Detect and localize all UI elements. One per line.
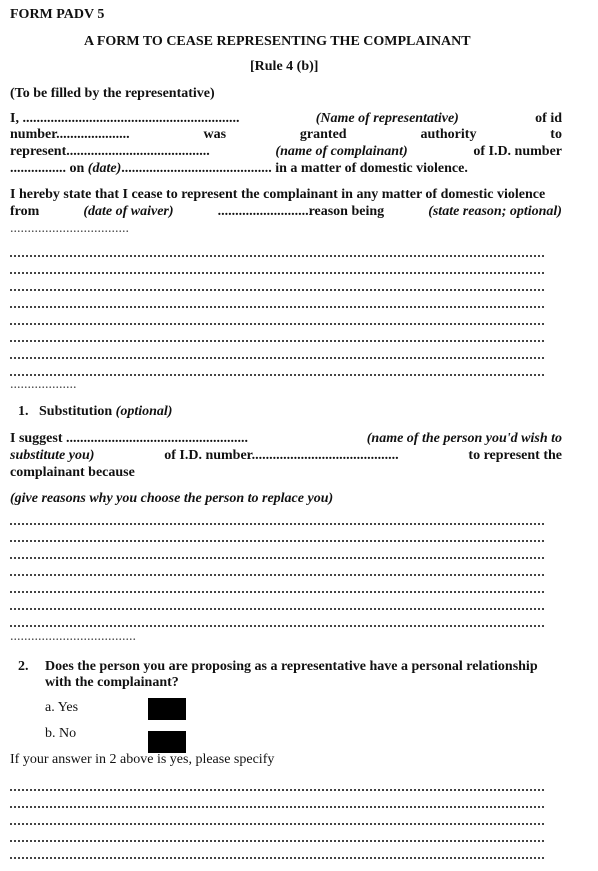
substitution-line-tail: .................................... bbox=[10, 629, 136, 644]
section2-number: 2. bbox=[18, 659, 29, 674]
reason-line-4[interactable] bbox=[10, 304, 544, 308]
para1-l4-italic: (date) bbox=[87, 161, 122, 176]
substitution-line-3[interactable] bbox=[10, 555, 544, 559]
para1-line3 bbox=[10, 144, 562, 160]
option-no-label: b. No bbox=[45, 726, 77, 741]
section1-label-optional: (optional) bbox=[115, 404, 173, 419]
section1-line1 bbox=[10, 431, 562, 447]
substitution-line-2[interactable] bbox=[10, 538, 544, 542]
reason-line-3[interactable] bbox=[10, 287, 544, 291]
specify-line-1[interactable] bbox=[10, 787, 544, 791]
section1-l2-italic: substitute you) bbox=[10, 448, 95, 463]
para1-l1-italic: (Name of representative) bbox=[315, 111, 459, 126]
para1-l3-italic: (name of complainant) bbox=[275, 144, 408, 159]
option-no-checkbox[interactable] bbox=[148, 731, 186, 753]
para2-l2-date-italic: (date of waiver) bbox=[83, 204, 174, 219]
para2-line1: I hereby state that I cease to represent the complainant in any matter of domestic violence bbox=[10, 187, 546, 202]
section1-reasons-instruction: (give reasons why you choose the person to replace you) bbox=[10, 491, 334, 506]
section1-l2-mid: of I.D. number.......................................... bbox=[164, 448, 399, 463]
substitution-line-5[interactable] bbox=[10, 589, 544, 593]
para1-l2-e: to bbox=[550, 127, 562, 142]
reason-line-tail: ................... bbox=[10, 377, 77, 392]
para1-l4-start: ................ on (date)........................................... in a matter of domestic violence. bbox=[10, 161, 468, 176]
para1-line2 bbox=[10, 127, 562, 143]
option-yes-checkbox[interactable] bbox=[148, 698, 186, 720]
para1-line1 bbox=[10, 111, 562, 127]
form-id: FORM PADV 5 bbox=[10, 7, 105, 22]
reason-line-8[interactable] bbox=[10, 372, 544, 376]
section1-line2 bbox=[10, 448, 562, 464]
fill-instruction: (To be filled by the representative) bbox=[10, 86, 215, 101]
reason-line-7[interactable] bbox=[10, 355, 544, 359]
reason-line-2[interactable] bbox=[10, 270, 544, 274]
section1-line3: complainant because bbox=[10, 465, 135, 480]
section1-heading bbox=[18, 404, 172, 420]
rule-reference: [Rule 4 (b)] bbox=[250, 59, 319, 74]
section1-l1-start: I suggest .................................................... bbox=[10, 431, 249, 446]
para1-l3-start: represent......................................... bbox=[10, 144, 210, 159]
specify-line-5[interactable] bbox=[10, 855, 544, 859]
para2-l2-from: from bbox=[10, 204, 40, 219]
reason-line-6[interactable] bbox=[10, 338, 544, 342]
specify-line-3[interactable] bbox=[10, 821, 544, 825]
para2-line3: .................................. bbox=[10, 221, 129, 236]
para1-l1-end: of id bbox=[535, 111, 562, 126]
para1-l2-c: granted bbox=[299, 127, 347, 142]
para2-l2-reason-italic: (state reason; optional) bbox=[428, 204, 562, 219]
specify-line-4[interactable] bbox=[10, 838, 544, 842]
para1-l2-d: authority bbox=[420, 127, 477, 142]
reason-line-5[interactable] bbox=[10, 321, 544, 325]
para2-l2-mid: ..........................reason being bbox=[217, 204, 385, 219]
section1-label: Substitution bbox=[39, 404, 113, 419]
specify-line-2[interactable] bbox=[10, 804, 544, 808]
specify-instruction: If your answer in 2 above is yes, please specify bbox=[10, 752, 275, 767]
section1-number: 1. bbox=[18, 404, 29, 419]
para1-l1-start: I, .............................................................. bbox=[10, 111, 240, 126]
para1-l2-b: was bbox=[203, 127, 227, 142]
form-title: A FORM TO CEASE REPRESENTING THE COMPLAINANT bbox=[84, 34, 471, 49]
substitution-line-4[interactable] bbox=[10, 572, 544, 576]
section2-question-line1: Does the person you are proposing as a representative have a personal relationship bbox=[45, 659, 538, 674]
para1-l2-a: number..................... bbox=[10, 127, 130, 142]
para1-line4 bbox=[10, 161, 562, 177]
section1-l2-end: to represent the bbox=[468, 448, 562, 463]
section2-question-line2: with the complainant? bbox=[45, 675, 179, 690]
para1-l3-end: of I.D. number bbox=[473, 144, 562, 159]
reason-line-1[interactable] bbox=[10, 253, 544, 257]
substitution-line-7[interactable] bbox=[10, 623, 544, 627]
substitution-line-6[interactable] bbox=[10, 606, 544, 610]
substitution-line-1[interactable] bbox=[10, 521, 544, 525]
para2-line2 bbox=[10, 204, 562, 220]
option-yes-label: a. Yes bbox=[45, 700, 79, 715]
section1-l1-italic: (name of the person you'd wish to bbox=[366, 431, 562, 446]
